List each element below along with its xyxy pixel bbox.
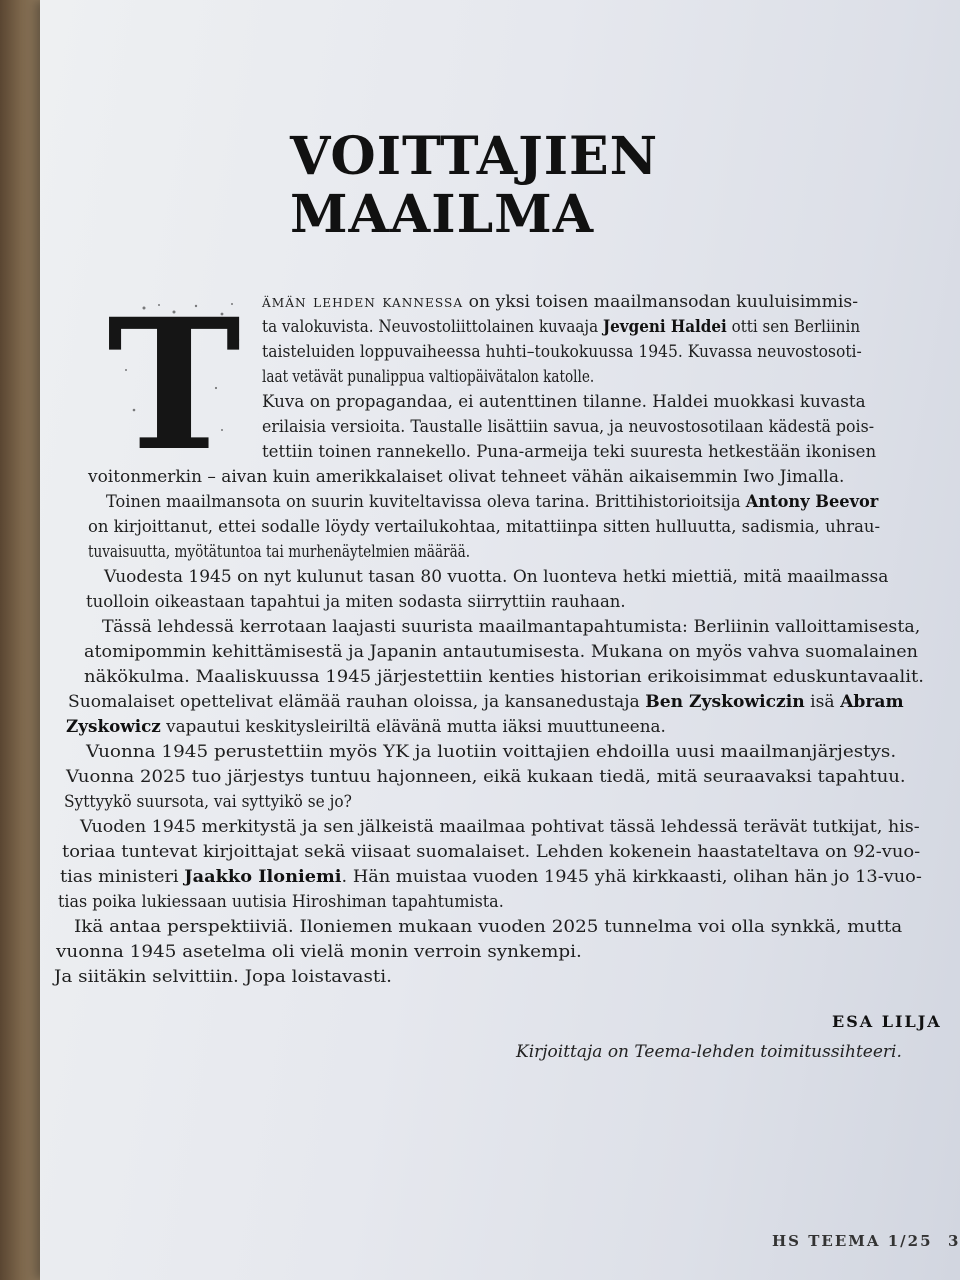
article-line — [102, 617, 920, 637]
article-line — [60, 867, 922, 887]
article-line — [262, 292, 858, 312]
person-name: Ben Zyskowiczin — [645, 692, 805, 712]
line-segment: tuvaisuutta, myötätuntoa tai murhenäytelmien määrää. — [88, 542, 471, 562]
article-line — [62, 842, 920, 862]
lead-in-text: ämän lehden kannessa — [262, 292, 464, 312]
line-segment: . Hän muistaa vuoden 1945 yhä kirkkaasti, olihan hän jo 13-vuo- — [341, 867, 922, 887]
title-line-1: VOITTAJIEN — [290, 126, 659, 187]
line-segment: toriaa tuntevat kirjoittajat sekä viisaat suomalaiset. Lehden kokenein haastateltava on 92-vuo- — [62, 842, 921, 862]
line-segment: ta valokuvista. Neuvostoliittolainen kuvaaja — [262, 317, 603, 337]
author-name: ESA LILJA — [832, 1012, 942, 1031]
line-segment: otti sen Berliinin — [726, 317, 861, 337]
page-title — [290, 128, 710, 244]
line-segment: Ikä antaa perspektiiviä. Iloniemen mukaan vuoden 2025 tunnelma voi olla synkkä, mutta — [74, 917, 903, 937]
article-line — [262, 342, 862, 362]
line-segment: tias ministeri — [60, 867, 185, 887]
article-line — [74, 917, 902, 937]
line-segment: taisteluiden loppuvaiheessa huhti–toukokuussa 1945. Kuvassa neuvostosoti- — [262, 342, 862, 362]
article-line — [88, 517, 880, 537]
drop-cap-glyph: T — [107, 300, 241, 450]
person-name: Antony Beevor — [745, 492, 879, 512]
line-segment: voitonmerkin – aivan kuin amerikkalaiset olivat tehneet vähän aikaisemmin Iwo Jimalla. — [88, 467, 845, 487]
drop-cap-letter — [104, 300, 244, 450]
line-segment: isä — [804, 692, 841, 712]
person-name: Zyskowicz — [66, 717, 161, 737]
article-line — [64, 792, 352, 812]
line-segment: Vuoden 1945 merkitystä ja sen jälkeistä maailmaa pohtivat tässä lehdessä terävät tutkijat, his- — [80, 817, 920, 837]
line-segment: Ja siitäkin selvittiin. Jopa loistavasti. — [54, 967, 393, 987]
line-segment: Syttyykö suursota, vai syttyikö se jo? — [64, 792, 352, 812]
line-segment: laat vetävät punalippua valtiopäivätalon katolle. — [262, 367, 595, 387]
article-line — [88, 542, 470, 562]
line-segment: Kuva on propagandaa, ei autenttinen tilanne. Haldei muokkasi kuvasta — [262, 392, 866, 412]
line-segment: Vuonna 1945 perustettiin myös YK ja luotiin voittajien ehdoilla uusi maailmanjärjestys. — [86, 742, 897, 762]
title-line-2: MAAILMA — [290, 184, 595, 245]
article-line — [262, 367, 594, 387]
line-segment: atomipommin kehittämisestä ja Japanin antautumisesta. Mukana on myös vahva suomalainen — [84, 642, 918, 662]
article-line — [58, 892, 504, 912]
person-name: Jevgeni Haldei — [602, 317, 727, 337]
author-role: Kirjoittaja on Teema-lehden toimitussihteeri. — [516, 1042, 902, 1062]
article-line — [68, 692, 904, 712]
line-segment: Toinen maailmansota on suurin kuviteltavissa oleva tarina. Brittihistorioitsija — [106, 492, 746, 512]
article-line — [86, 592, 626, 612]
line-segment: vapautui keskitysleiriltä elävänä mutta iäksi muuttuneena. — [160, 717, 666, 737]
article-line — [66, 717, 666, 737]
line-segment: erilaisia versioita. Taustalle lisättiin savua, ja neuvostosotilaan kädestä pois- — [262, 417, 875, 437]
article-line — [86, 742, 896, 762]
line-segment: Tässä lehdessä kerrotaan laajasti suurista maailmantapahtumista: Berliinin valloittamisesta, — [102, 617, 921, 637]
article-line — [84, 667, 924, 687]
person-name: Abram — [840, 692, 904, 712]
article-line — [262, 417, 874, 437]
line-segment: Vuonna 2025 tuo järjestys tuntuu hajonneen, eikä kukaan tiedä, mitä seuraavaksi tapahtuu. — [66, 767, 906, 787]
line-segment: tuolloin oikeastaan tapahtui ja miten sodasta siirryttiin rauhaan. — [86, 592, 626, 612]
line-segment: tettiin toinen rannekello. Puna-armeija teki suuresta hetkestään ikonisen — [262, 442, 877, 462]
line-segment: tias poika lukiessaan uutisia Hiroshiman tapahtumista. — [58, 892, 504, 912]
line-segment: on kirjoittanut, ettei sodalle löydy vertailukohtaa, mitattiinpa sitten hulluutta, sadismia, uhrau- — [88, 517, 881, 537]
article-line — [56, 942, 582, 962]
line-segment: Suomalaiset opettelivat elämää rauhan oloissa, ja kansanedustaja — [68, 692, 646, 712]
person-name: Jaakko Iloniemi — [184, 867, 342, 887]
line-segment: Vuodesta 1945 on nyt kulunut tasan 80 vuotta. On luonteva hetki miettiä, mitä maailmassa — [104, 567, 889, 587]
line-segment: näkökulma. Maaliskuussa 1945 järjestettiin kenties historian erikoisimmat eduskuntavaalit. — [84, 667, 924, 687]
publication-footer: HS TEEMA 1/25 — [772, 1232, 933, 1250]
article-line — [104, 567, 888, 587]
line-segment: on yksi toisen maailmansodan kuuluisimmis- — [463, 292, 859, 312]
page-number: 3 — [948, 1232, 959, 1250]
article-line — [88, 467, 844, 487]
article-line — [106, 492, 878, 512]
article-line — [262, 392, 866, 412]
article-line — [262, 442, 876, 462]
line-segment: vuonna 1945 asetelma oli vielä monin verroin synkempi. — [56, 942, 582, 962]
article-line — [84, 642, 918, 662]
article-line — [80, 817, 920, 837]
article-line — [54, 967, 392, 987]
article-line — [262, 317, 860, 337]
article-line — [66, 767, 906, 787]
